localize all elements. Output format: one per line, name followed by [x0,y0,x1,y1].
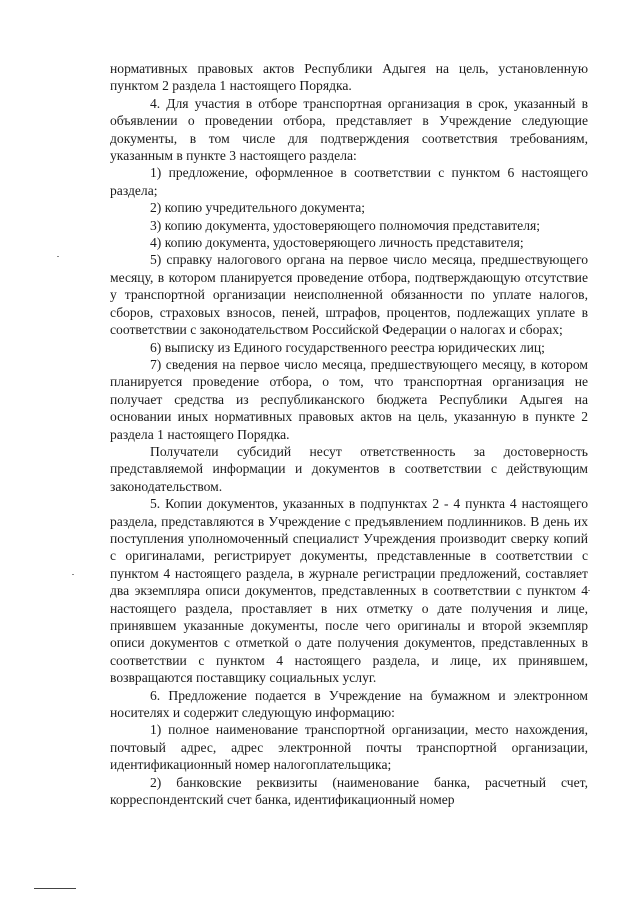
paragraph-responsibility: Получатели субсидий несут ответственность за достоверность представляемой информации и документов в соответствии с действующим законодательством. [110,443,588,494]
list-item: 6) выписку из Единого государственного реестра юридических лиц; [150,339,545,355]
list-item: 2) копию учредительного документа; [150,200,366,216]
scan-speck [72,574,74,575]
scan-speck [57,256,59,257]
list-item: 1) предложение, оформленное в соответствии с пунктом 6 настоящего раздела; [110,165,588,198]
list-item: 4) копию документа, удостоверяющего личность представителя; [150,235,524,251]
list-item: 7) сведения на первое число месяца, предшествующего месяцу, в котором планируется проведение отбора, о том, что транспортная организация не получает средства из республиканского бюджета Республики Адыгея на основании иных нормативных правовых актов на цель, указанную в пункте 2 раздела 1 настоящего Порядка. [110,356,588,442]
list-item: 5) справку налогового органа на первое число месяца, предшествующего месяцу, в котором планируется проведение отбора, подтверждающую отсутствие у транспортной организации неисполненной обязанности по уплате налогов, сборов, страховых взносов, пеней, штрафов, процентов, подлежащих уплате в соответствии с законодательством Российской Федерации о налогах и сборах; [110,252,588,338]
scan-speck [588,590,590,591]
list-item: 3) копию документа, удостоверяющего полномочия представителя; [150,217,541,233]
paragraph-continuation: нормативных правовых актов Республики Адыгея на цель, установленную пунктом 2 раздела 1 настоящего Порядка. [110,61,588,94]
paragraph-item-6: 6. Предложение подается в Учреждение на бумажном и электронном носителях и содержит следующую информацию: [110,687,588,721]
list-item: 2) банковские реквизиты (наименование банка, расчетный счет, корреспондентский счет банка, идентификационный номер [110,774,588,808]
paragraph-item-5: 5. Копии документов, указанных в подпунктах 2 - 4 пункта 4 настоящего раздела, представляются в Учреждение с предъявлением подлинников. В день их поступления уполномоченный специалист Учреждения производит сверку копий с оригиналами, регистрирует документы, представленные в соответствии с пунктом 4 настоящего раздела, в журнале регистрации предложений, составляет два экземпляра описи документов, представленных в соответствии с пунктом 4 настоящего раздела, проставляет в них отметку о дате получения и лице, принявшем указанные документы, после чего оригиналы и второй экземпляр описи документов с отметкой о дате получения документов, представленных в соответствии с пунктом 4 настоящего раздела, и лице, их принявшем, возвращаются поставщику социальных услуг. [110,496,588,686]
footer-rule [34,888,76,889]
list-item: 1) полное наименование транспортной организации, место нахождения, почтовый адрес, адрес электронной почты транспортной организации, идентификационный номер налогоплательщика; [110,722,588,773]
document-body [110,60,588,808]
paragraph-item-4: 4. Для участия в отборе транспортная организация в срок, указанный в объявлении о проведении отбора, представляет в Учреждение следующие документы, в том числе для подтверждения соответствия требованиям, указанным в пункте 3 настоящего раздела: [110,95,588,164]
